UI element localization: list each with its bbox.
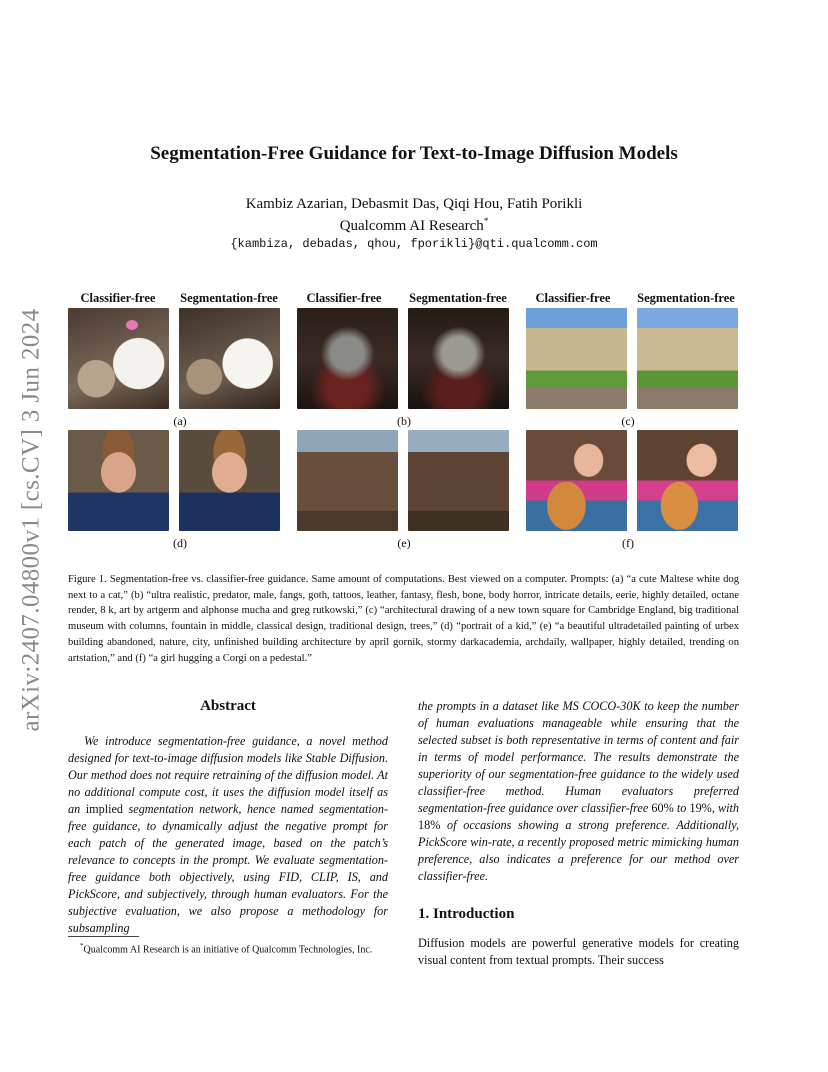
- section-heading-introduction: 1. Introduction: [418, 906, 515, 922]
- figure-image-e-segmentation-free: [408, 430, 509, 531]
- figure-image-e-classifier-free: [297, 430, 398, 531]
- figure-header-classifier-free-c: Classifier-free: [535, 291, 611, 305]
- figure-image-a-classifier-free: [68, 308, 169, 409]
- abstract-text-column-1: [68, 733, 388, 937]
- abstract-pct-1: 60%: [651, 801, 674, 815]
- figure-header-segmentation-free-b: Segmentation-free: [409, 291, 507, 305]
- figure-image-f-classifier-free: [526, 430, 627, 531]
- figure-header-segmentation-free-a: Segmentation-free: [180, 291, 278, 305]
- figure-image-b-segmentation-free: [408, 308, 509, 409]
- figure-image-d-segmentation-free: [179, 430, 280, 531]
- abstract-pct-3: 18%: [418, 818, 441, 832]
- author-list: Kambiz Azarian, Debasmit Das, Qiqi Hou, Fatih Porikli: [245, 196, 583, 212]
- arxiv-stamp-text: arXiv:2407.04800v1 [cs.CV] 3 Jun 2024: [18, 308, 46, 732]
- footnote: [68, 940, 388, 956]
- figure-label-b: (b): [397, 414, 411, 428]
- abstract-implied-term: implied: [85, 802, 123, 816]
- figure-image-d-classifier-free: [68, 430, 169, 531]
- figure-image-b-classifier-free: [297, 308, 398, 409]
- affiliation-name: Qualcomm AI Research: [339, 218, 484, 234]
- figure-header-classifier-free-b: Classifier-free: [306, 291, 382, 305]
- abstract-pct-2: 19%: [689, 801, 712, 815]
- figure-image-c-classifier-free: [526, 308, 627, 409]
- figure-image-f-segmentation-free: [637, 430, 738, 531]
- abstract-part-2: segmentation network, hence named segmentation-free guidance, to dynamically adjust the negative prompt for each patch of the generated image, based on the patch’s relevance to concepts in the prompt. We evaluate segmentation-free guidance both objectively, using FID, CLIP, IS, and PickScore, and subjectively, through human evaluators. For the subjective evaluation, we also propose a methodology for subsampling: [68, 802, 389, 935]
- abstract-col2-part-2: to: [673, 801, 690, 815]
- paper-title: Segmentation-Free Guidance for Text-to-Image Diffusion Models: [150, 143, 678, 164]
- figure-label-c: (c): [621, 414, 635, 428]
- figure-header-segmentation-free-c: Segmentation-free: [637, 291, 735, 305]
- abstract-col2-part-3: , with: [711, 801, 739, 815]
- figure-label-e: (e): [397, 536, 411, 550]
- abstract-col2-part-4: of occasions showing a strong preference. Additionally, PickScore win-rate, a recently proposed metric mimicking human preference, also indicates a preference for our method over classifier-free.: [418, 818, 739, 883]
- figure-label-d: (d): [173, 536, 187, 550]
- figure-label-a: (a): [173, 414, 187, 428]
- footnote-mark: *: [80, 942, 84, 950]
- abstract-heading: Abstract: [200, 698, 256, 714]
- figure-image-a-segmentation-free: [179, 308, 280, 409]
- abstract-text-column-2: [418, 698, 739, 885]
- arxiv-stamp: [17, 294, 47, 746]
- affiliation-mark: *: [483, 216, 489, 226]
- figure-header-classifier-free-a: Classifier-free: [80, 291, 156, 305]
- figure-caption: Figure 1. Segmentation-free vs. classifier-free guidance. Same amount of computations. Best viewed on a computer. Prompts: (a) “a cute Maltese white dog next to a cat,” (b) “ultra realistic, predator, male, fangs, goth, tattoos, leather, fantasy, flesh, bone, body horror, intricate details, eerie, highly detailed, octane render, 8 k, art by artgerm and alphonse mucha and greg rutkowski,” (c) “architectural drawing of a new town square for Cambridge England, big traditional museum with columns, fountain in middle, classical design, traditional design, trees,” (d) “portrait of a kid,” (e) “a beautiful ultradetailed painting of urbex building abandoned, nature, city, unfinished building architecture by april gornik, stormy darkacademia, archdaily, wallpaper, highly detailed, trending on artstation,” and (f) “a girl hugging a Corgi on a pedestal.”: [68, 574, 739, 664]
- footnote-text: Qualcomm AI Research is an initiative of Qualcomm Technologies, Inc.: [83, 944, 373, 956]
- abstract-part-1: We introduce segmentation-free guidance, a novel method designed for text-to-image diffusion models like Stable Diffusion. Our method does not require retraining of the diffusion model. At no additional compute cost, it uses the diffusion model itself as an: [68, 734, 388, 816]
- figure-label-f: (f): [622, 536, 634, 550]
- author-emails: {kambiza, debadas, qhou, fporikli}@qti.qualcomm.com: [230, 237, 598, 251]
- affiliation: [0, 216, 828, 235]
- abstract-col2-part-1: the prompts in a dataset like MS COCO-30K to keep the number of human evaluations manageable while ensuring that the selected subset is both representative in terms of content and fair in terms of model performance. The results demonstrate the superiority of our segmentation-free guidance to the widely used classifier-free method. Human evaluators preferred segmentation-free guidance over classifier-free: [418, 699, 739, 815]
- footnote-rule: [68, 936, 139, 937]
- introduction-text: Diffusion models are powerful generative models for creating visual content from textual prompts. Their success: [418, 936, 739, 967]
- figure-image-c-segmentation-free: [637, 308, 738, 409]
